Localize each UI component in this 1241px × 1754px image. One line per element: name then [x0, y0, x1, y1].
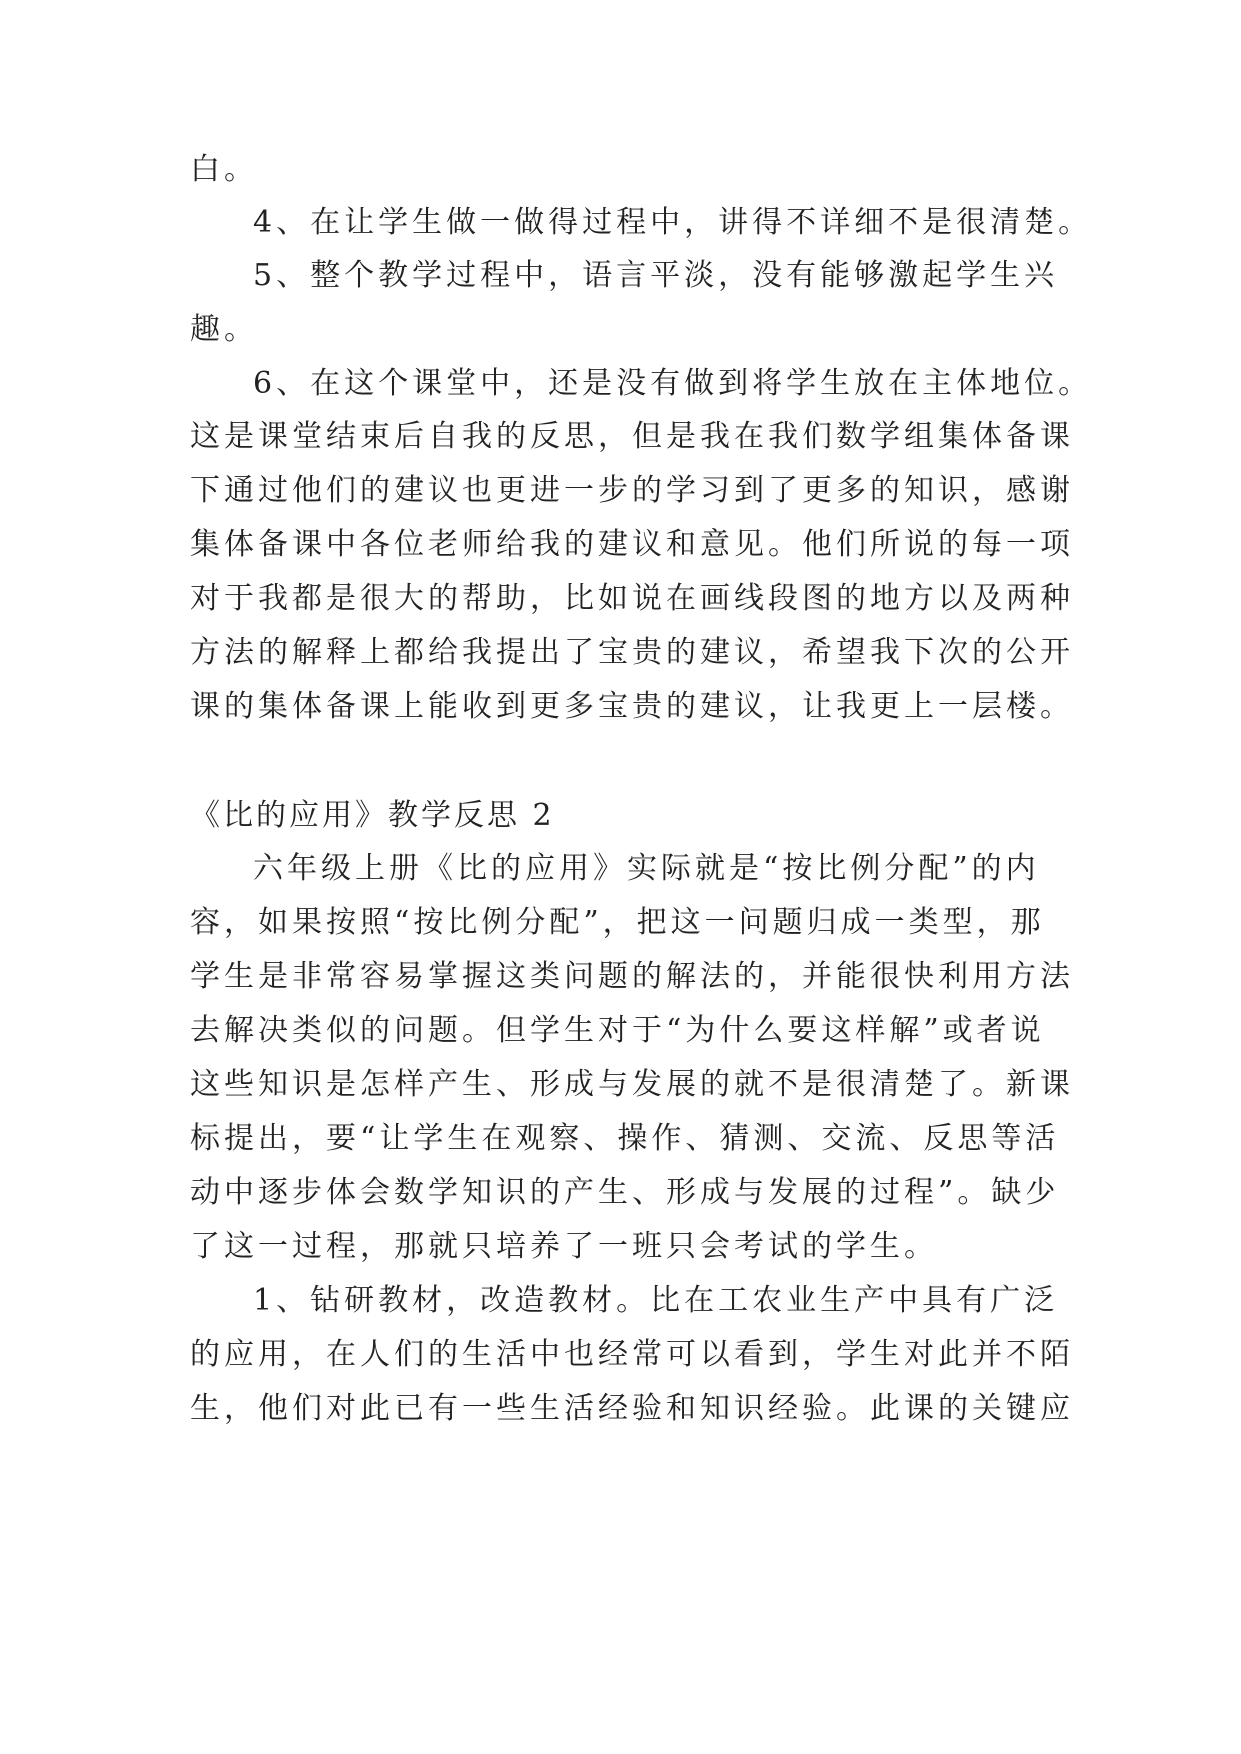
paragraph-line: 5、整个教学过程中，语言平淡，没有能够激起学生兴	[253, 258, 1059, 293]
paragraph-line: 的应用，在人们的生活中也经常可以看到，学生对此并不陌	[190, 1337, 1074, 1372]
paragraph-line: 标提出，要“让学生在观察、操作、猜测、交流、反思等活	[190, 1121, 1060, 1156]
paragraph-line: 这是课堂结束后自我的反思，但是我在我们数学组集体备课	[190, 419, 1074, 454]
paragraph-line: 了这一过程，那就只培养了一班只会考试的学生。	[190, 1229, 938, 1264]
paragraph-line: 六年级上册《比的应用》实际就是“按比例分配”的内	[253, 851, 1040, 886]
paragraph-line: 方法的解释上都给我提出了宝贵的建议，希望我下次的公开	[190, 635, 1074, 670]
paragraph-line: 白。	[190, 152, 258, 187]
paragraph-line: 去解决类似的问题。但学生对于“为什么要这样解”或者说	[190, 1013, 1045, 1048]
paragraph-line: 趣。	[190, 312, 258, 347]
paragraph-line: 生，他们对此已有一些生活经验和知识经验。此课的关键应	[190, 1391, 1074, 1426]
paragraph-line: 4、在让学生做一做得过程中，讲得不详细不是很清楚。	[253, 205, 1093, 240]
paragraph-line: 容，如果按照“按比例分配”，把这一问题归成一类型，那	[190, 905, 1045, 940]
paragraph-line: 这些知识是怎样产生、形成与发展的就不是很清楚了。新课	[190, 1067, 1074, 1102]
paragraph-line: 对于我都是很大的帮助，比如说在画线段图的地方以及两种	[190, 581, 1074, 616]
section-title: 《比的应用》教学反思 2	[190, 798, 555, 833]
paragraph-line: 动中逐步体会数学知识的产生、形成与发展的过程”。缺少	[190, 1175, 1060, 1210]
paragraph-line: 6、在这个课堂中，还是没有做到将学生放在主体地位。	[253, 366, 1093, 401]
paragraph-line: 下通过他们的建议也更进一步的学习到了更多的知识，感谢	[190, 473, 1074, 508]
paragraph-line: 课的集体备课上能收到更多宝贵的建议，让我更上一层楼。	[190, 689, 1074, 724]
paragraph-line: 学生是非常容易掌握这类问题的解法的，并能很快利用方法	[190, 959, 1074, 994]
paragraph-line: 1、钻研教材，改造教材。比在工农业生产中具有广泛	[253, 1283, 1059, 1318]
paragraph-line: 集体备课中各位老师给我的建议和意见。他们所说的每一项	[190, 527, 1074, 562]
